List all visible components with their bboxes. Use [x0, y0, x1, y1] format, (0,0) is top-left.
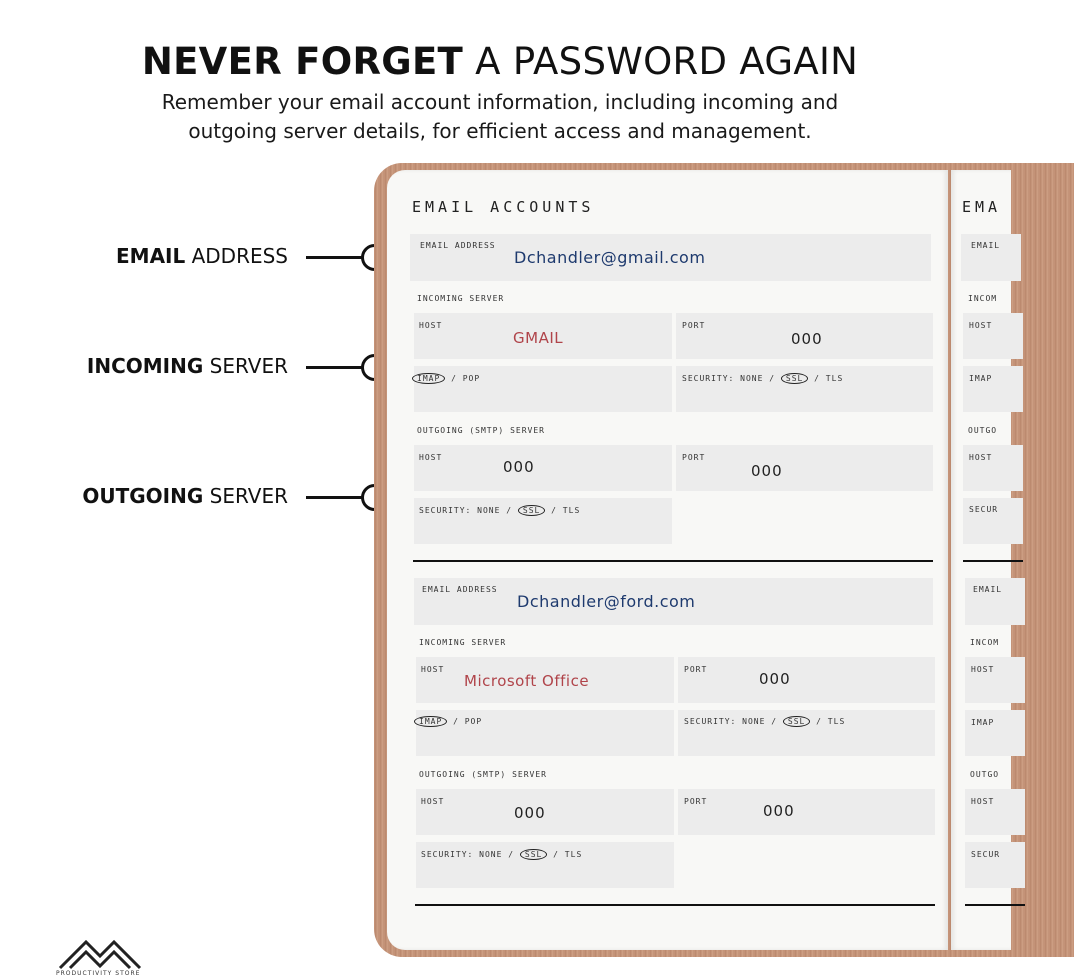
callout-line [306, 366, 362, 369]
port-label: PORT [684, 797, 708, 806]
incoming-security-label: SECURITY: NONE / SSL / TLS [684, 717, 846, 726]
callout-incoming-server [0, 352, 389, 382]
port-label: PORT [682, 321, 706, 330]
section-divider [963, 560, 1023, 562]
outgoing-host-value: 000 [514, 804, 546, 822]
email-address-label: EMAIL ADDRESS [422, 585, 498, 594]
outgoing-port-value: 000 [751, 462, 783, 480]
callout-outgoing-rest: SERVER [209, 484, 288, 508]
right-outgoing-label: OUTGO [968, 426, 998, 435]
right-imap-box-2 [965, 710, 1025, 756]
subhead-line-2: outgoing server details, for efficient access and management. [188, 119, 812, 143]
callout-line [306, 496, 362, 499]
planner-page-right [951, 170, 1011, 950]
planner-page-left [387, 170, 948, 950]
headline-rest: A PASSWORD AGAIN [475, 40, 859, 83]
headline [0, 40, 1000, 83]
host-label: HOST [421, 797, 445, 806]
outgoing-port-value: 000 [763, 802, 795, 820]
right-incoming-label: INCOM [968, 294, 998, 303]
right-page-title: EMA [962, 198, 1002, 216]
email-address-value: Dchandler@ford.com [517, 592, 696, 611]
incoming-security-label: SECURITY: NONE / SSL / TLS [682, 374, 844, 383]
headline-bold: NEVER FORGET [141, 40, 464, 83]
outgoing-server-label: OUTGOING (SMTP) SERVER [419, 770, 547, 779]
callout-line [306, 256, 362, 259]
outgoing-host-value: 000 [503, 458, 535, 476]
incoming-port-value: 000 [759, 670, 791, 688]
right-host-box-4 [965, 789, 1025, 835]
email-address-value: Dchandler@gmail.com [514, 248, 706, 267]
callout-outgoing-server [0, 482, 389, 512]
outgoing-port-box [678, 789, 935, 835]
brand-logo [56, 936, 146, 977]
host-label: HOST [419, 321, 443, 330]
page-title: EMAIL ACCOUNTS [412, 198, 595, 216]
section-divider [965, 904, 1025, 906]
outgoing-security-label: SECURITY: NONE / SSL / TLS [421, 850, 583, 859]
incoming-port-box [678, 657, 935, 703]
right-imap-label: IMAP [969, 374, 993, 383]
callout-email-rest: ADDRESS [191, 244, 288, 268]
right-host-label: HOST [971, 797, 995, 806]
outgoing-server-label: OUTGOING (SMTP) SERVER [417, 426, 545, 435]
incoming-server-label: INCOMING SERVER [417, 294, 505, 303]
right-outgoing-label: OUTGO [970, 770, 1000, 779]
mountain-logo-icon [56, 936, 146, 970]
right-host-box-2 [963, 445, 1023, 491]
right-host-label: HOST [969, 453, 993, 462]
right-imap-box [963, 366, 1023, 412]
right-security-box-2 [965, 842, 1025, 888]
callout-incoming-bold: INCOMING [86, 354, 204, 378]
port-label: PORT [684, 665, 708, 674]
outgoing-security-label: SECURITY: NONE / SSL / TLS [419, 506, 581, 515]
right-email-label: EMAIL [971, 241, 1001, 250]
subhead [0, 88, 1000, 146]
ssl-selected: SSL [781, 373, 808, 384]
callout-outgoing-bold: OUTGOING [82, 484, 204, 508]
section-divider [413, 560, 933, 562]
callout-email-bold: EMAIL [116, 244, 186, 268]
incoming-server-label: INCOMING SERVER [419, 638, 507, 647]
outgoing-host-box [414, 445, 672, 491]
incoming-host-value: GMAIL [513, 329, 564, 347]
subhead-line-1: Remember your email account information, including incoming and [161, 90, 839, 114]
right-host-label: HOST [969, 321, 993, 330]
imap-selected: IMAP [414, 716, 447, 727]
protocol-label: IMAP / POP [414, 716, 482, 727]
ssl-selected: SSL [520, 849, 547, 860]
host-label: HOST [419, 453, 443, 462]
callout-email-address [0, 242, 389, 272]
right-host-box [963, 313, 1023, 359]
outgoing-port-box [676, 445, 933, 491]
imap-selected: IMAP [412, 373, 445, 384]
email-address-label: EMAIL ADDRESS [420, 241, 496, 250]
brand-name: PRODUCTIVITY STORE [56, 970, 141, 977]
ssl-selected: SSL [783, 716, 810, 727]
right-imap-label: IMAP [971, 718, 995, 727]
section-divider [415, 904, 935, 906]
protocol-label: IMAP / POP [412, 373, 480, 384]
incoming-host-value: Microsoft Office [464, 672, 590, 690]
right-email-label: EMAIL [973, 585, 1003, 594]
port-label: PORT [682, 453, 706, 462]
right-host-box-3 [965, 657, 1025, 703]
host-label: HOST [421, 665, 445, 674]
right-incoming-label: INCOM [970, 638, 1000, 647]
right-host-label: HOST [971, 665, 995, 674]
ssl-selected: SSL [518, 505, 545, 516]
callout-incoming-rest: SERVER [209, 354, 288, 378]
right-security-label: SECUR [971, 850, 1001, 859]
incoming-port-value: 000 [791, 330, 823, 348]
right-security-label: SECUR [969, 505, 999, 514]
